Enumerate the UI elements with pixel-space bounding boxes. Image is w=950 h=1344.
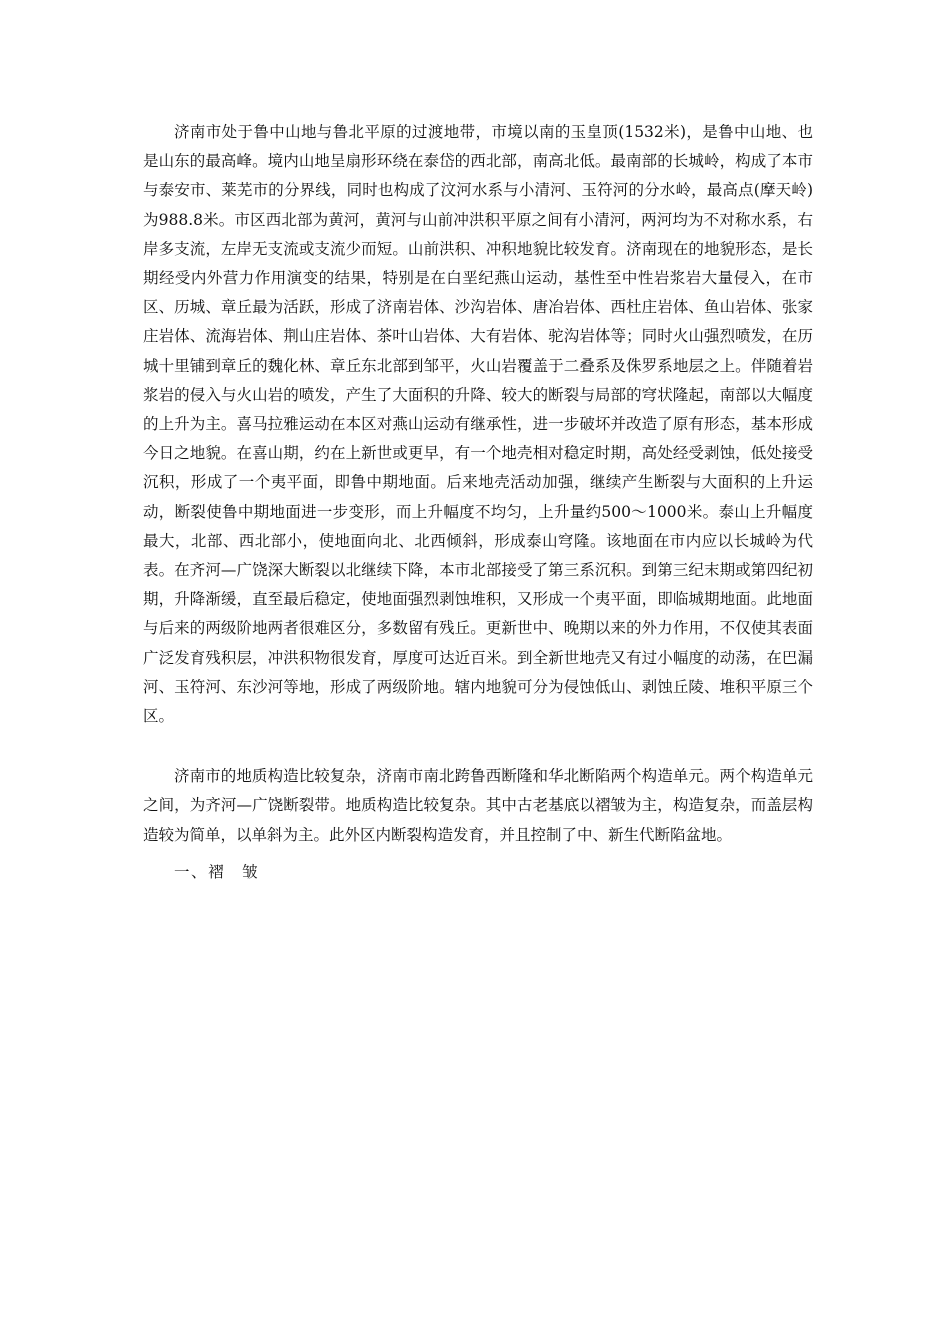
section-heading-folds: 一、褶 皱 [174, 862, 260, 881]
paragraph-geologic-structure: 济南市的地质构造比较复杂，济南市南北跨鲁西断隆和华北断陷两个构造单元。两个构造单元之间，为齐河—广饶断裂带。地质构造比较复杂。其中古老基底以褶皱为主，构造复杂，而盖层构造较为简单，以单斜为主。此外区内断裂构造发育，并且控制了中、新生代断陷盆地。 [143, 767, 813, 844]
paragraph-landform: 济南市处于鲁中山地与鲁北平原的过渡地带，市境以南的玉皇顶(1532米)，是鲁中山地、也是山东的最高峰。境内山地呈扇形环绕在泰岱的西北部，南高北低。最南部的长城岭，构成了本市与泰安市、莱芜市的分界线，同时也构成了汶河水系与小清河、玉符河的分水岭，最高点(摩天岭)为988.8米。市区西北部为黄河，黄河与山前冲洪积平原之间有小清河，两河均为不对称水系，右岸多支流，左岸无支流或支流少而短。山前洪积、冲积地貌比较发育。济南现在的地貌形态，是长期经受内外营力作用演变的结果，特别是在白垩纪燕山运动，基性至中性岩浆岩大量侵入，在市区、历城、章丘最为活跃，形成了济南岩体、沙沟岩体、唐冶岩体、西杜庄岩体、鱼山岩体、张家庄岩体、流海岩体、荆山庄岩体、茶叶山岩体、大有岩体、驼沟岩体等；同时火山强烈喷发，在历城十里铺到章丘的魏化林、章丘东北部到邹平，火山岩覆盖于二叠系及侏罗系地层之上。伴随着岩浆岩的侵入与火山岩的喷发，产生了大面积的升降、较大的断裂与局部的穹状隆起，南部以大幅度的上升为主。喜马拉雅运动在本区对燕山运动有继承性，进一步破坏并改造了原有形态，基本形成今日之地貌。在喜山期，约在上新世或更早，有一个地壳相对稳定时期，高处经受剥蚀，低处接受沉积，形成了一个夷平面，即鲁中期地面。后来地壳活动加强，继续产生断裂与大面积的上升运动，断裂使鲁中期地面进一步变形，而上升幅度不均匀，上升量约500～1000米。泰山上升幅度最大，北部、西北部小，使地面向北、北西倾斜，形成泰山穹隆。该地面在市内应以长城岭为代表。在齐河—广饶深大断裂以北继续下降，本市北部接受了第三系沉积。到第三纪末期或第四纪初期，升降渐缓，直至最后稳定，使地面强烈剥蚀堆积，又形成一个夷平面，即临城期地面。此地面与后来的两级阶地两者很难区分，多数留有残丘。更新世中、晚期以来的外力作用，不仅使其表面广泛发育残积层，冲洪积物很发育，厚度可达近百米。到全新世地壳又有过小幅度的动荡，在巴漏河、玉符河、东沙河等地，形成了两级阶地。辖内地貌可分为侵蚀低山、剥蚀丘陵、堆积平原三个区。 [143, 123, 813, 726]
document-body [143, 118, 813, 887]
